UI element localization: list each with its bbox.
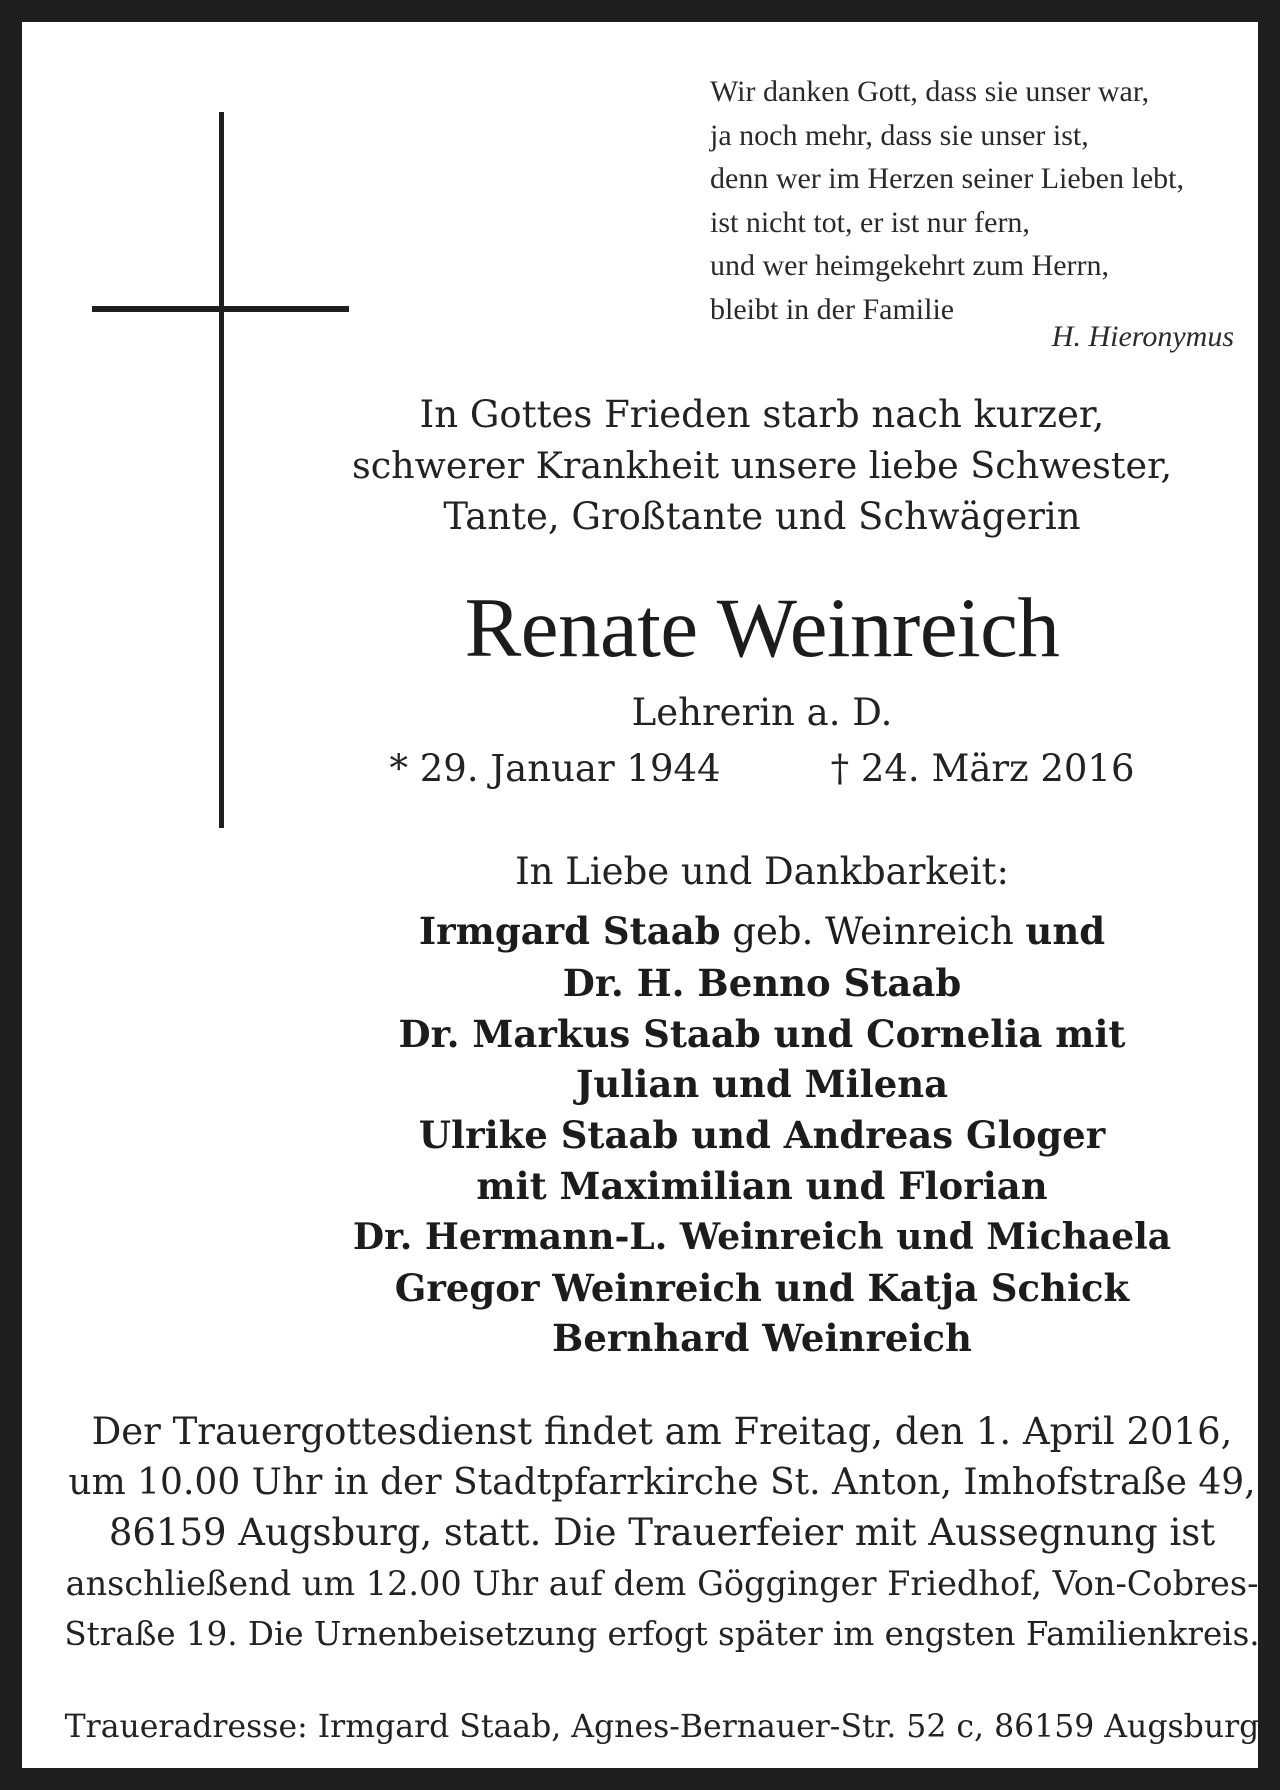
mourners-list [352, 906, 1172, 1364]
life-dates [352, 744, 1172, 794]
mourner-line: Julian und Milena [575, 1062, 949, 1107]
cross-vertical-bar [219, 112, 224, 828]
poem-line: ist nicht tot, er ist nur fern, [710, 205, 1030, 239]
mourner-name: Irmgard Staab [418, 909, 721, 953]
poem-line: ja noch mehr, dass sie unser ist, [710, 118, 1089, 152]
service-line: anschließend um 12.00 Uhr auf dem Gögginger Friedhof, Von-Cobres- [65, 1563, 1259, 1603]
intro-line: schwerer Krankheit unsere liebe Schwester, [352, 444, 1173, 487]
poem-line: Wir danken Gott, dass sie unser war, [710, 75, 1150, 108]
deceased-name: Renate Weinreich [464, 581, 1060, 675]
poem [710, 70, 1250, 331]
service-line: Straße 19. Die Urnenbeisetzung erfogt später im engsten Familienkreis. [64, 1615, 1260, 1653]
mourner-conjunction: und [1025, 909, 1106, 953]
mourner-line: Gregor Weinreich und Katja Schick [394, 1265, 1130, 1310]
mourner-line: Dr. Hermann-L. Weinreich und Michaela [352, 1215, 1172, 1258]
mourner-line: Dr. H. Benno Staab [562, 960, 962, 1005]
service-info [62, 1407, 1262, 1660]
mourner-line [352, 906, 1172, 958]
death-date: † 24. März 2016 [830, 747, 1135, 790]
mourner-line: Bernhard Weinreich [552, 1316, 972, 1361]
intro-text [352, 389, 1172, 542]
service-line: Der Trauergottesdienst findet am Freitag, den 1. April 2016, [91, 1410, 1233, 1453]
mourner-line: mit Maximilian und Florian [476, 1163, 1048, 1208]
birth-date: * 29. Januar 1944 [389, 747, 721, 790]
poem-author: H. Hieronymus [1051, 320, 1234, 353]
mourner-line: Ulrike Staab und Andreas Gloger [418, 1113, 1106, 1158]
mourners-heading: In Liebe und Dankbarkeit: [515, 850, 1009, 893]
poem-line: bleibt in der Familie [710, 292, 955, 326]
mourning-address: Traueradresse: Irmgard Staab, Agnes-Bernauer-Str. 52 c, 86159 Augsburg [64, 1709, 1260, 1745]
poem-line: denn wer im Herzen seiner Lieben lebt, [710, 162, 1184, 195]
poem-line: und wer heimgekehrt zum Herrn, [710, 249, 1110, 282]
cross-horizontal-bar [92, 306, 349, 312]
intro-line: In Gottes Frieden starb nach kurzer, [419, 393, 1105, 436]
service-line: um 10.00 Uhr in der Stadtpfarrkirche St. Anton, Imhofstraße 49, [68, 1461, 1256, 1503]
deceased-occupation: Lehrerin a. D. [631, 691, 893, 734]
mourner-line: Dr. Markus Staab und Cornelia mit [398, 1011, 1126, 1056]
mourner-birth-name: geb. Weinreich [720, 910, 1026, 953]
service-line: 86159 Augsburg, statt. Die Trauerfeier mit Aussegnung ist [108, 1511, 1216, 1554]
intro-line: Tante, Großtante und Schwägerin [443, 495, 1081, 538]
